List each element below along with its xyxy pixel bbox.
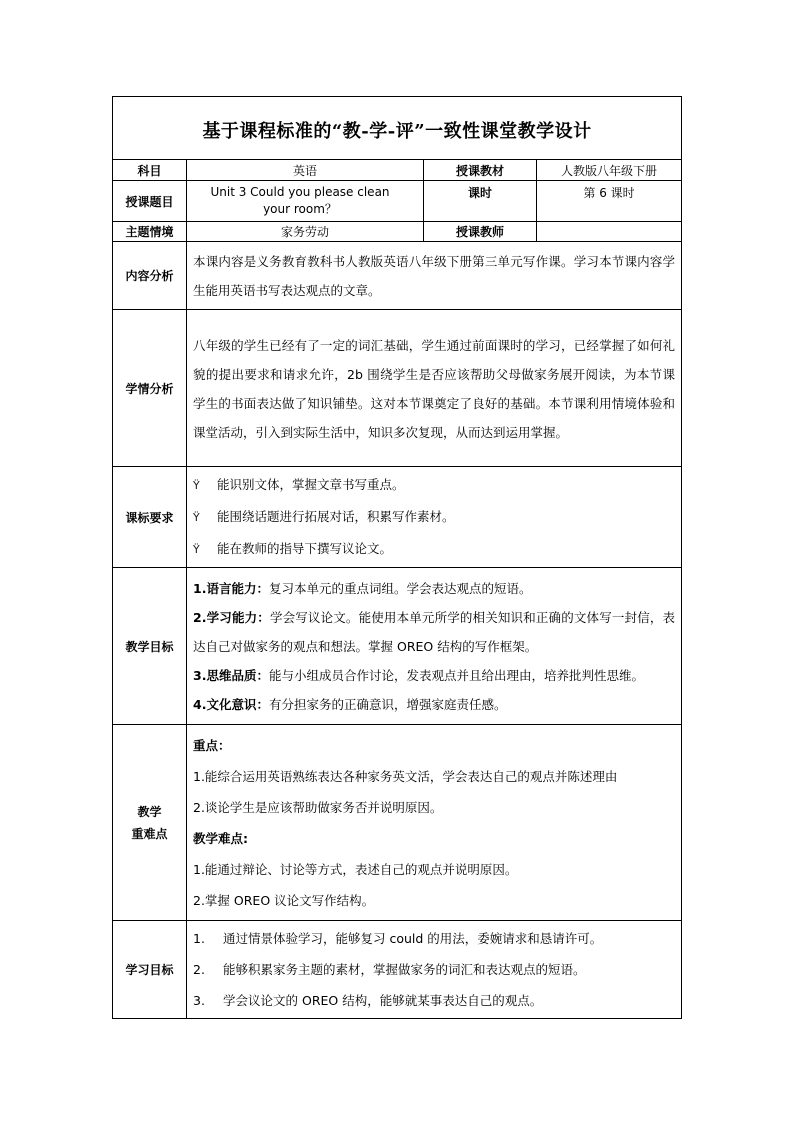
learning-goal-item: 1. 通过情景体验学习，能够复习 could 的用法，委婉请求和恳请许可。 [193,931,603,946]
content-analysis-text: 本课内容是义务教育教科书人教版英语八年级下册第三单元写作课。学习本节课内容学生能用英语书写表达观点的文章。 [187,242,682,310]
bullet-icon: Ÿ [193,543,200,556]
standard-item: Ÿ 能在教师的指导下撰写议论文。 [187,533,675,565]
subject-row [113,160,682,181]
learning-goals-row [113,921,682,1019]
objectives-row [113,568,682,725]
standard-item: Ÿ 能识别文体，掌握文章书写重点。 [187,469,675,501]
difficulty-item: 2.掌握 OREO 议论文写作结构。 [193,893,375,908]
document-title: 基于课程标准的“教-学-评”一致性课堂教学设计 [113,97,682,160]
textbook-label: 授课教材 [424,160,537,181]
key-points-label: 教学 重难点 [113,725,187,921]
period-value: 第 6 课时 [537,181,682,222]
context-row [113,222,682,242]
learning-goals-list [187,921,682,1019]
lesson-plan-table [112,96,682,1019]
context-label: 主题情境 [113,222,187,242]
learning-goal-item: 2. 能够积累家务主题的素材，掌握做家务的词汇和表达观点的短语。 [193,962,586,977]
subject-label: 科目 [113,160,187,181]
objective-item: 2.学习能力：学会写议论文。能使用本单元所学的相关知识和正确的文体写一封信，表达自己对做家务的观点和想法。掌握 OREO 结构的写作框架。 [193,610,676,654]
topic-row [113,181,682,222]
lesson-plan-document [112,96,681,1019]
objectives-list [187,568,682,725]
bullet-icon: Ÿ [193,479,200,492]
subject-value: 英语 [187,160,424,181]
content-analysis-label: 内容分析 [113,242,187,310]
learning-goals-label: 学习目标 [113,921,187,1019]
student-analysis-label: 学情分析 [113,310,187,467]
student-analysis-text: 八年级的学生已经有了一定的词汇基础，学生通过前面课时的学习，已经掌握了如何礼貌的提出要求和请求允许，2b 围绕学生是否应该帮助父母做家务展开阅读，为本节课学生的书面表达做了知识铺垫。这对本节课奠定了良好的基础。本节课利用情境体验和课堂活动，引入到实际生活中，知识多次复现，从而达到运用掌握。 [187,310,682,467]
title-row [113,97,682,160]
bullet-icon: Ÿ [193,511,200,524]
objectives-label: 教学目标 [113,568,187,725]
objective-item: 3.思维品质：能与小组成员合作讨论，发表观点并且给出理由，培养批判性思维。 [193,668,644,683]
standards-list [187,467,682,568]
key-point-item: 1.能综合运用英语熟练表达各种家务英文活，学会表达自己的观点并陈述理由 [193,769,618,784]
textbook-value: 人教版八年级下册 [537,160,682,181]
learning-goal-item: 3. 学会议论文的 OREO 结构，能够就某事表达自己的观点。 [193,993,543,1008]
content-analysis-row [113,242,682,310]
key-points-heading: 重点： [193,738,231,753]
objective-item: 1.语言能力：复习本单元的重点词组。学会表达观点的短语。 [193,581,532,596]
topic-label: 授课题目 [113,181,187,222]
difficulties-heading: 教学难点: [193,831,248,846]
key-point-item: 2.谈论学生是应该帮助做家务否并说明原因。 [193,800,443,815]
teacher-label: 授课教师 [424,222,537,242]
standards-label: 课标要求 [113,467,187,568]
teacher-value [537,222,682,242]
student-analysis-row [113,310,682,467]
period-label: 课时 [424,181,537,222]
key-points-row [113,725,682,921]
key-points-content [187,725,682,921]
topic-value: Unit 3 Could you please clean your room？ [187,181,424,222]
standard-item: Ÿ 能围绕话题进行拓展对话，积累写作素材。 [187,501,675,533]
standards-row [113,467,682,568]
context-value: 家务劳动 [187,222,424,242]
difficulty-item: 1.能通过辩论、讨论等方式，表述自己的观点并说明原因。 [193,862,518,877]
objective-item: 4.文化意识：有分担家务的正确意识，增强家庭责任感。 [193,697,507,712]
